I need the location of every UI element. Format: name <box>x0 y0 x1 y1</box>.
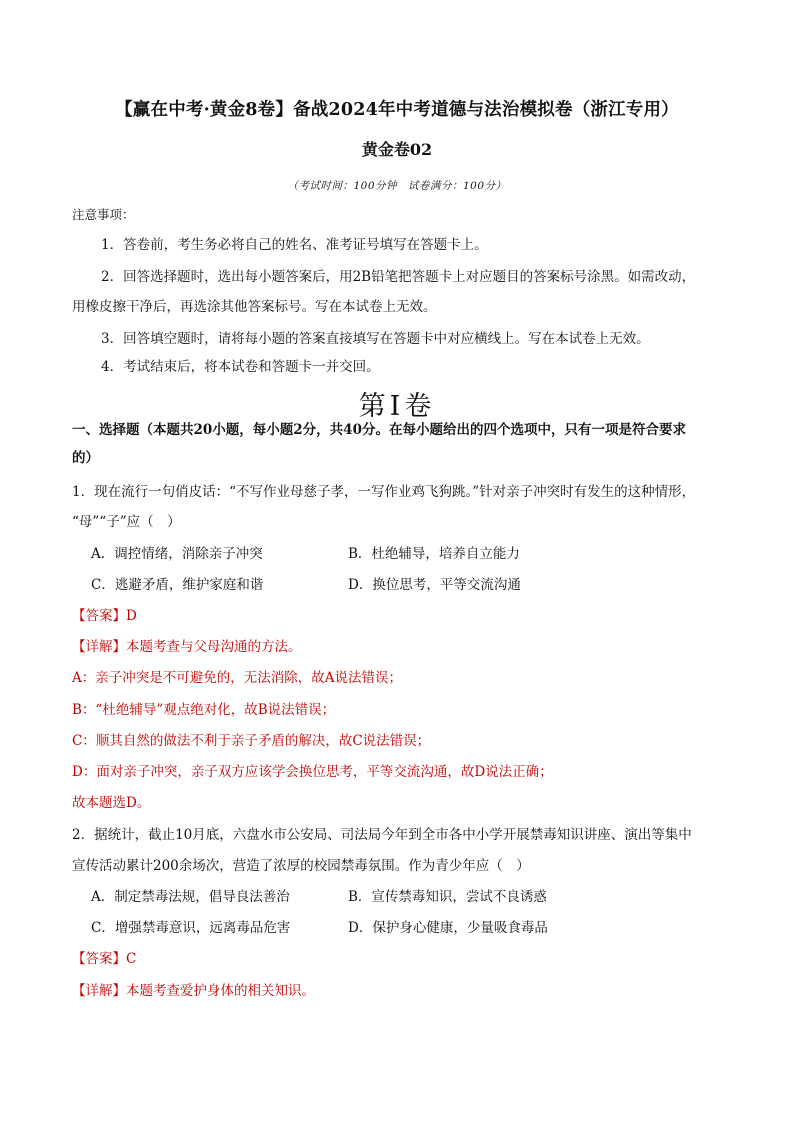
question-1-answer <box>72 607 137 625</box>
answer-label: 【答案】 <box>72 608 126 624</box>
notice-item-4: 4．考试结束后，将本试卷和答题卡一并交回。 <box>101 359 380 375</box>
question-2-answer <box>72 950 136 968</box>
detail-text: 本题考查与父母沟通的方法。 <box>126 639 302 655</box>
part-title: 第Ⅰ卷 <box>358 391 436 422</box>
question-1-analysis-a: A：亲子冲突是不可避免的，无法消除，故A说法错误； <box>72 670 402 686</box>
exam-info: （考试时间：100分钟 试卷满分：100分） <box>287 180 507 192</box>
question-2-stem-continued: 宣传活动累计200余场次，营造了浓厚的校园禁毒氛围。作为青少年应（ ） <box>72 858 530 874</box>
question-1-option-d: D．换位思考，平等交流沟通 <box>348 577 521 593</box>
page-subtitle: 黄金卷02 <box>361 140 433 159</box>
question-1-detail <box>72 638 302 656</box>
notice-item-2: 2．回答选择题时，选出每小题答案后，用2B铅笔把答题卡上对应题目的答案标号涂黑。如需改动， <box>101 269 696 285</box>
question-1-analysis-c: C：顺其自然的做法不利于亲子矛盾的解决，故C说法错误； <box>72 733 431 749</box>
notice-title: 注意事项： <box>72 207 135 222</box>
section-heading: 一、选择题（本题共20小题，每小题2分，共40分。在每小题给出的四个选项中，只有一项是符合要求 <box>72 422 686 438</box>
question-1-analysis-d: D：面对亲子冲突，亲子双方应该学会换位思考，平等交流沟通，故D说法正确； <box>72 764 553 780</box>
question-2-option-b: B．宣传禁毒知识，尝试不良诱惑 <box>348 889 547 905</box>
question-1-analysis-b: B：“杜绝辅导”观点绝对化，故B说法错误； <box>72 702 336 718</box>
question-2-stem: 2．据统计，截止10月底，六盘水市公安局、司法局今年到全市各中小学开展禁毒知识讲座、演出等集中 <box>72 827 692 843</box>
question-1-option-b: B．杜绝辅导，培养自立能力 <box>348 546 520 562</box>
question-1-stem: 1．现在流行一句俏皮话：“不写作业母慈子孝，一写作业鸡飞狗跳。”针对亲子冲突时有发生的这种情形， <box>72 484 696 500</box>
answer-value: D <box>126 608 137 624</box>
page-title: 【赢在中考·黄金8卷】备战2024年中考道德与法治模拟卷（浙江专用） <box>115 100 679 120</box>
notice-item-2-continued: 用橡皮擦干净后，再选涂其他答案标号。写在本试卷上无效。 <box>72 299 437 315</box>
question-1-stem-continued: “母”“子”应（ ） <box>72 514 181 530</box>
question-1-conclusion: 故本题选D。 <box>72 795 151 811</box>
question-2-option-d: D．保护身心健康，少量吸食毒品 <box>348 920 548 936</box>
question-1-option-a: A．调控情绪，消除亲子冲突 <box>91 546 263 562</box>
answer-value: C <box>126 951 137 967</box>
question-2-detail <box>72 982 315 1000</box>
section-heading-continued: 的） <box>72 450 99 466</box>
question-2-option-c: C．增强禁毒意识，远离毒品危害 <box>91 920 291 936</box>
detail-label: 【详解】 <box>72 639 126 655</box>
answer-label: 【答案】 <box>72 951 126 967</box>
question-1-option-c: C．逃避矛盾，维护家庭和谐 <box>91 577 264 593</box>
detail-text: 本题考查爱护身体的相关知识。 <box>126 983 315 999</box>
notice-item-3: 3．回答填空题时，请将每小题的答案直接填写在答题卡中对应横线上。写在本试卷上无效。 <box>101 331 650 347</box>
notice-item-1: 1．答卷前，考生务必将自己的姓名、准考证号填写在答题卡上。 <box>101 237 488 253</box>
detail-label: 【详解】 <box>72 983 126 999</box>
question-2-option-a: A．制定禁毒法规，倡导良法善治 <box>91 889 290 905</box>
